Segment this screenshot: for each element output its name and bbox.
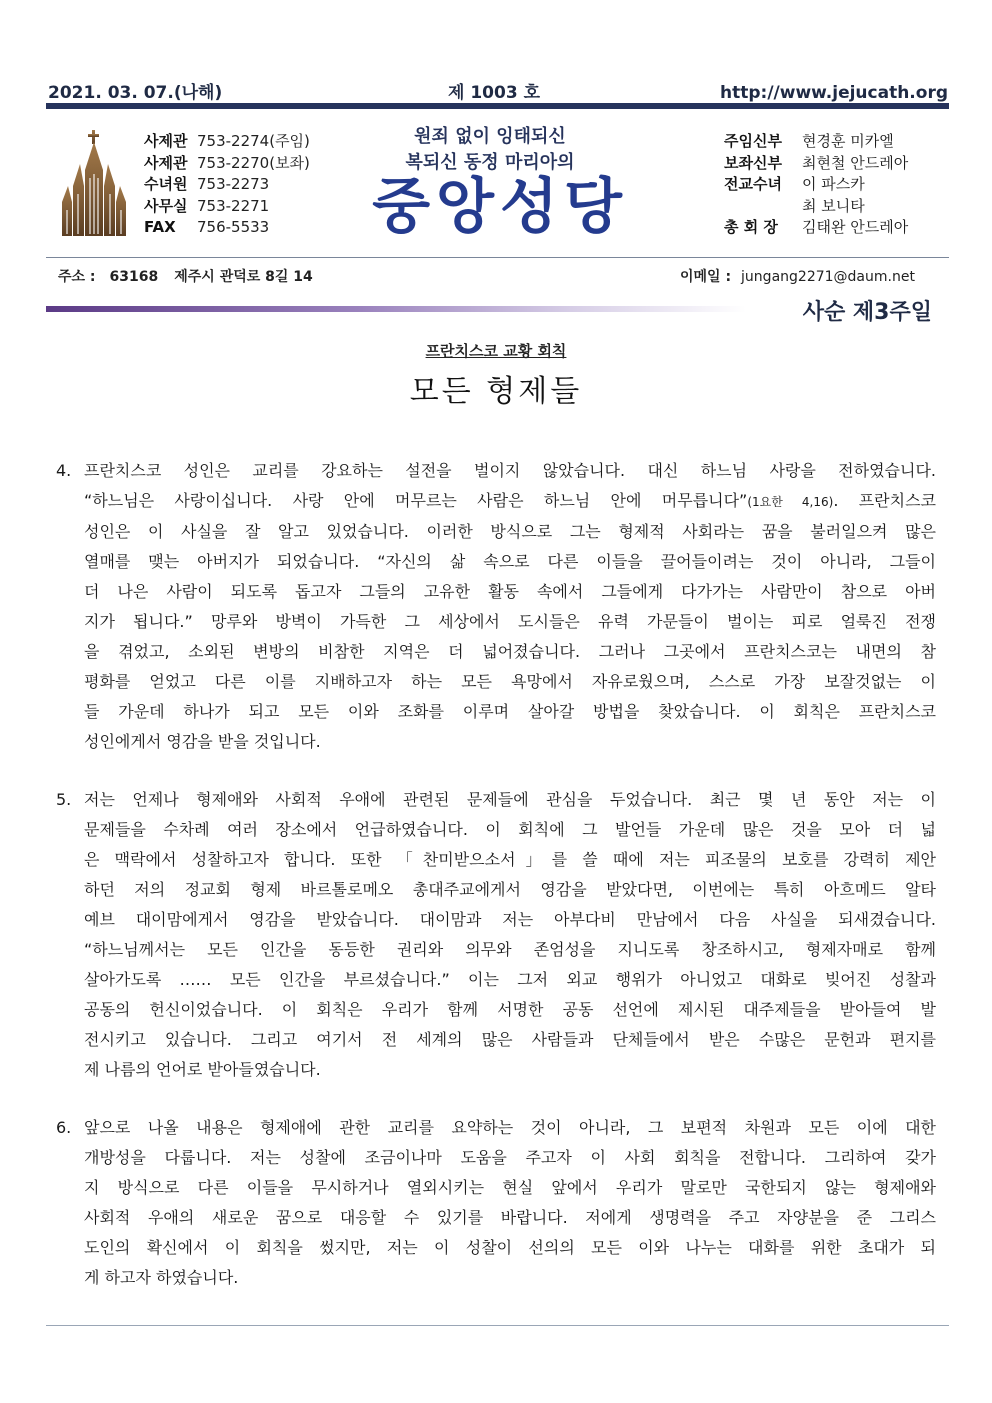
paragraph-line: 공동의 헌신이었습니다. 이 회칙은 우리가 함께 서명한 공동 선언에 제시된 대주제들을 받아들여 발 [84,1000,936,1019]
contact-row: 수녀원 753-2273 [144,175,270,193]
paragraph-5 [56,785,936,1085]
paragraph-line: 예브 대이맘에게서 영감을 받았습니다. 대이맘과 저는 아부다비 만남에서 다음 사실을 되새겼습니다. [84,910,936,929]
contact-row: 사무실 753-2271 [144,196,270,215]
paragraph-line: 들 가운데 하나가 되고 모든 이와 조화를 이루며 살아갈 방법을 찾았습니다. 이 회칙은 프란치스코 [84,702,936,721]
article-title: 모든 형제들 [409,374,583,409]
liturgical-sunday: 사순 제3주일 [802,300,932,325]
paragraph-line: 6. 앞으로 나올 내용은 형제애에 관한 교리를 요약하는 것이 아니라, 그 보편적 차원과 모든 이에 대한 [56,1118,936,1137]
contact-row: 사제관 753-2274(주임) [144,132,310,150]
footer-rule [46,1325,949,1326]
motto-line-1: 원죄 없이 잉태되신 [414,126,566,147]
paragraph-line: 살아가도록 …… 모든 인간을 부르셨습니다.” 이는 그저 외교 행위가 아니었고 대화로 빚어진 성찰과 [84,970,936,989]
bible-reference: (1요한 4,16) [747,495,834,509]
contacts-list [144,131,310,239]
paragraph-line: 지 방식으로 다른 이들을 무시하거나 열외시키는 현실 앞에서 우리가 말로만 국한되지 않는 형제애와 [84,1178,936,1197]
issue-number: 제 1003 호 [448,83,540,103]
church-motto [340,124,640,176]
paragraph-line: 게 하고자 하였습니다. [84,1268,239,1287]
address [58,266,313,286]
contact-row: 사제관 753-2270(보좌) [144,153,310,172]
staff-row: 보좌신부 최현철 안드레아 [724,153,909,172]
paragraph-line: “하느님께서는 모든 인간을 동등한 권리와 의무와 존엄성을 지니도록 창조하시고, 형제자매로 함께 [84,940,936,959]
paragraph-line: 성인에게서 영감을 받을 것입니다. [84,732,321,751]
paragraph-4 [56,456,936,757]
header-top-line [48,78,948,103]
staff-row: 주임신부 현경훈 미카엘 [724,132,894,150]
paragraph-line: 평화를 얻었고 다른 이를 지배하고자 하는 모든 욕망에서 자유로웠으며, 스스로 가장 보잘것없는 이 [84,672,936,691]
article-subtitle: 프란치스코 교황 회칙 [425,342,567,360]
postal-code: 63168 [109,269,159,285]
church-name: 중앙성당 [372,172,628,242]
paragraph-line: 문제들을 수차례 여러 장소에서 언급하였습니다. 이 회칙에 그 발언들 가운데 많은 것을 모아 더 넓 [84,820,936,839]
paragraph-line: 4. 프란치스코 성인은 교리를 강요하는 설전을 벌이지 않았습니다. 대신 하느님 사랑을 전하였습니다. [56,461,936,480]
motto-line-2: 복되신 동정 마리아의 [405,152,575,173]
paragraph-6 [56,1113,936,1293]
paragraph-line: 사회적 우애의 새로운 꿈으로 대응할 수 있기를 바랍니다. 저에게 생명력을 주고 자양분을 준 그리스 [84,1208,936,1227]
staff-row: 전교수녀 이 파스카 [724,175,865,193]
header-divider [46,257,949,258]
gradient-divider [46,306,746,312]
paragraph-line: 전시키고 있습니다. 그리고 여기서 전 세계의 많은 사람들과 단체들에서 받은 수많은 문헌과 편지를 [84,1030,936,1049]
address-label: 주소 : [58,269,96,285]
paragraph-line: 제 나름의 언어로 받아들였습니다. [84,1060,321,1079]
paragraph-line: 하던 저의 정교회 형제 바르톨로메오 총대주교에게서 영감을 받았다면, 이번에는 특히 아흐메드 알타 [84,880,936,899]
paragraph-line: 성인은 이 사실을 잘 알고 있었습니다. 이러한 방식으로 그는 형제적 사회라는 꿈을 불러일으켜 많은 [84,522,936,541]
paragraph-line: 열매를 맺는 아버지가 되었습니다. “자신의 삶 속으로 다른 이들을 끌어들이려는 것이 아니라, 그들이 [84,552,936,571]
header-top-rule [46,103,949,109]
paragraph-line: 5. 저는 언제나 형제애와 사회적 우애에 관련된 문제들에 관심을 두었습니다. 최근 몇 년 동안 저는 이 [56,790,936,809]
paragraph-line: 개방성을 다룹니다. 저는 성찰에 조금이나마 도움을 주고자 이 사회 회칙을 전합니다. 그리하여 갖가 [84,1148,936,1167]
staff-list [724,131,908,239]
paragraph-line: 더 나은 사람이 되도록 돕고자 그들의 고유한 활동 속에서 그들에게 다가가는 사람만이 참으로 아버 [84,582,936,601]
paragraph-line: 지가 됩니다.” 망루와 방벽이 가득한 그 세상에서 도시들은 유력 가문들이 벌이는 피로 얼룩진 전쟁 [84,612,936,631]
paragraph-line: 도인의 확신에서 이 회칙을 썼지만, 저는 이 성찰이 선의의 모든 이와 나누는 대화를 위한 초대가 되 [84,1238,936,1257]
paragraph-line: 은 맥락에서 성찰하고자 합니다. 또한 「찬미받으소서」를 쓸 때에 저는 피조물의 보호를 강력히 제안 [84,850,936,869]
article-body [56,456,936,1321]
staff-row: 총 회 장 김태완 안드레아 [724,218,909,236]
issue-date: 2021. 03. 07.(나해) [48,83,223,103]
street-address: 제주시 관덕로 8길 14 [174,269,313,285]
church-logo-icon [58,130,130,236]
contact-row: FAX 756-5533 [144,218,270,236]
staff-row: 최 보니타 [802,196,865,215]
email-link[interactable]: jungang2271@daum.net [741,269,915,285]
website-link[interactable]: http://www.jejucath.org [720,83,948,103]
paragraph-line: “하느님은 사랑이십니다. 사랑 안에 머무르는 사람은 하느님 안에 머무릅니다”(1요한 4,16). 프란치스코 [84,491,936,510]
email [680,266,915,286]
email-label: 이메일 : [680,269,732,285]
paragraph-line: 을 겪었고, 소외된 변방의 비참한 지역은 더 넓어졌습니다. 그러나 그곳에서 프란치스코는 내면의 참 [84,642,936,661]
